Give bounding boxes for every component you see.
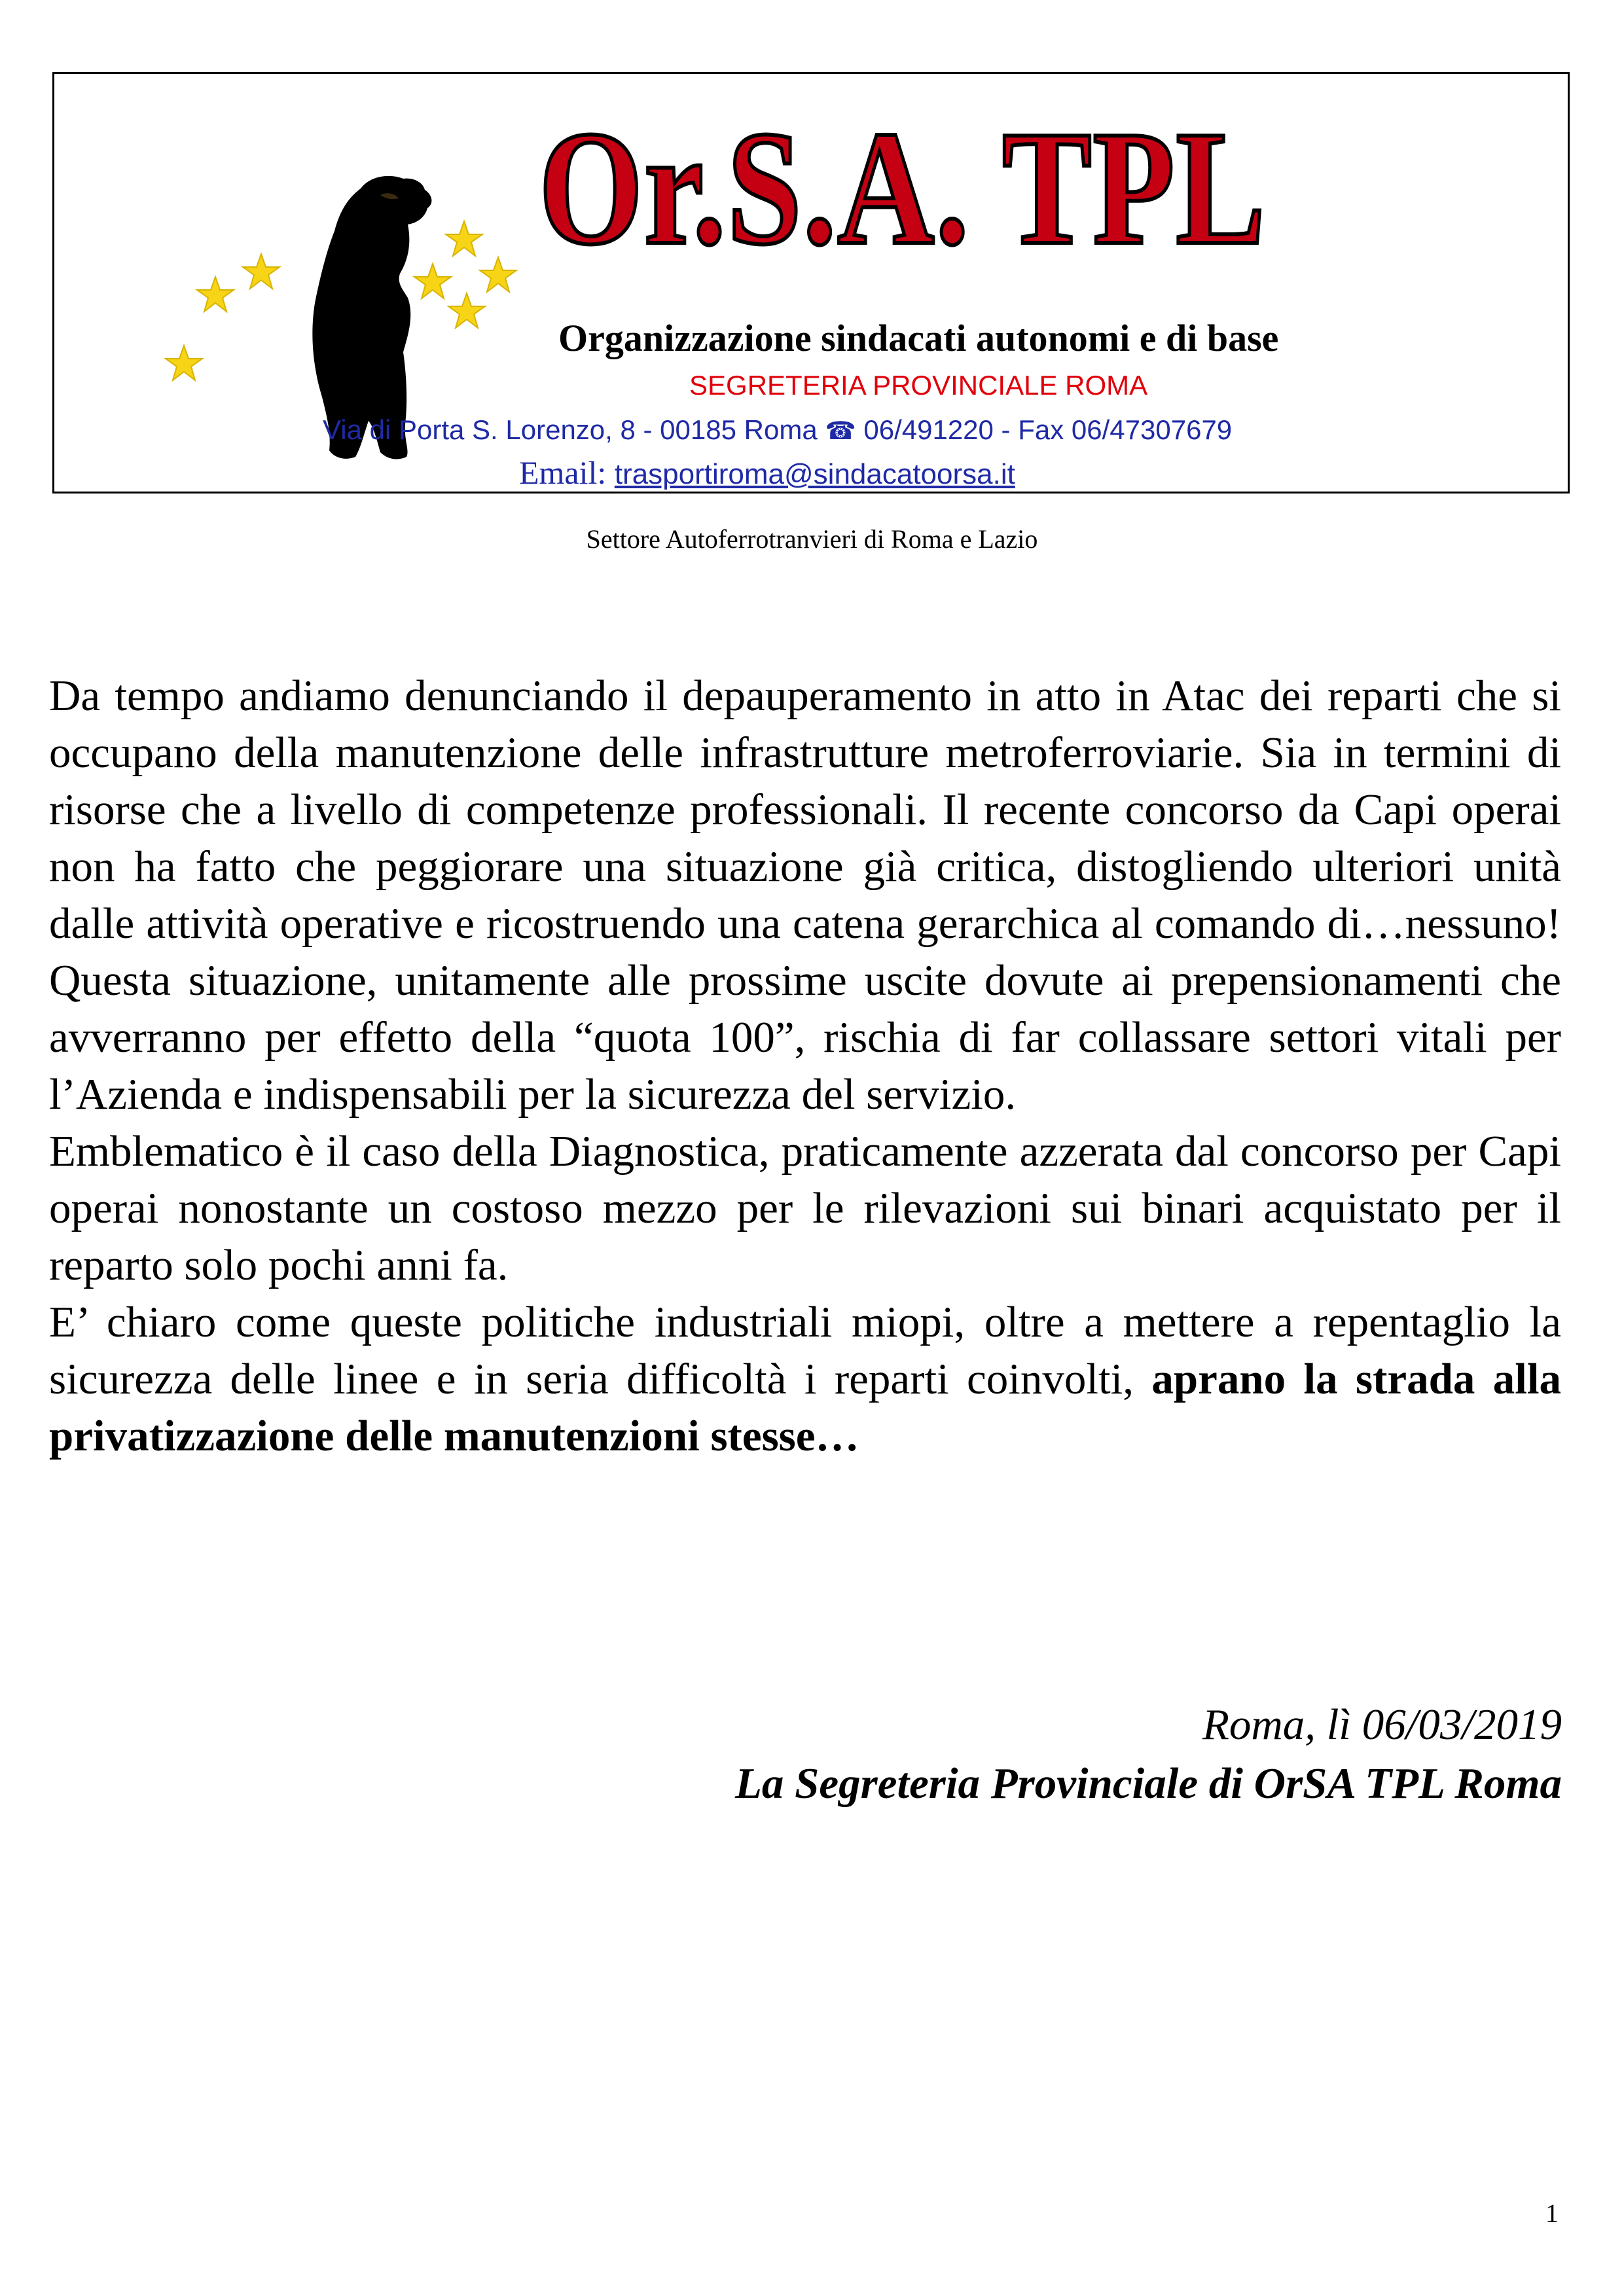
email-label: Email: — [519, 454, 615, 491]
street-address: Via di Porta S. Lorenzo, 8 - 00185 Roma — [323, 414, 825, 445]
star-icon — [446, 221, 482, 256]
star-icon — [448, 293, 485, 328]
fax-number: 06/47307679 — [1064, 414, 1233, 445]
organization-name: Organizzazione sindacati autonomi e di base — [558, 317, 1279, 359]
brand-name: Or.S.A. TPL — [539, 98, 1267, 279]
sector-subtitle: Settore Autoferrotranvieri di Roma e Lazio — [586, 524, 1038, 554]
star-icon — [480, 257, 516, 292]
star-icon — [243, 254, 280, 289]
paragraph-3-text: E’ chiaro come queste politiche industriali miopi, oltre a mettere a repentaglio la sicurezza delle linee e in seria difficoltà i reparti coinvolti, — [49, 1298, 1561, 1403]
signatory: La Segreteria Provinciale di OrSA TPL Roma — [734, 1759, 1562, 1808]
phone-number: 06/491220 - — [856, 414, 1019, 445]
telephone-icon: ☎ — [825, 416, 856, 445]
paragraph-3 — [49, 1294, 1561, 1465]
paragraph-3-bold: aprano la strada alla privatizzazione delle manutenzioni stesse… — [49, 1355, 1561, 1460]
email-link[interactable]: trasportiroma@sindacatoorsa.it — [614, 458, 1015, 490]
paragraph-2: Emblematico è il caso della Diagnostica, praticamente azzerata dal concorso per Capi operai nonostante un costoso mezzo per le rilevazioni sui binari acquistato per il reparto solo pochi anni fa. — [49, 1127, 1561, 1289]
fax-label: Fax — [1018, 414, 1064, 445]
letterhead — [52, 72, 1570, 493]
body-text — [49, 668, 1561, 1465]
page-number: 1 — [1545, 2198, 1559, 2228]
signature-block — [735, 1695, 1562, 1813]
star-icon — [414, 264, 451, 298]
address-line — [323, 414, 1232, 446]
star-icon — [197, 277, 234, 312]
paragraph-1: Da tempo andiamo denunciando il depauperamento in atto in Atac dei reparti che si occupano della manutenzione delle infrastrutture metroferroviarie. Sia in termini di risorse che a livello di competenze professionali. Il recente concorso da Capi operai non ha fatto che peggiorare una situazione già critica, distogliendo ulteriori unità dalle attività operative e ricostruendo una catena gerarchica al comando di…nessuno! Questa situazione, unitamente alle prossime uscite dovute ai prepensionamenti che avverranno per effetto della “quota 100”, rischia di far collassare settori vitali per l’Azienda e indispensabili per la sicurezza del servizio. — [49, 672, 1561, 1119]
date-line: Roma, lì 06/03/2019 — [1202, 1700, 1562, 1749]
email-line — [519, 454, 1015, 492]
secretariat-title: SEGRETERIA PROVINCIALE ROMA — [689, 370, 1148, 401]
star-icon — [166, 346, 202, 380]
